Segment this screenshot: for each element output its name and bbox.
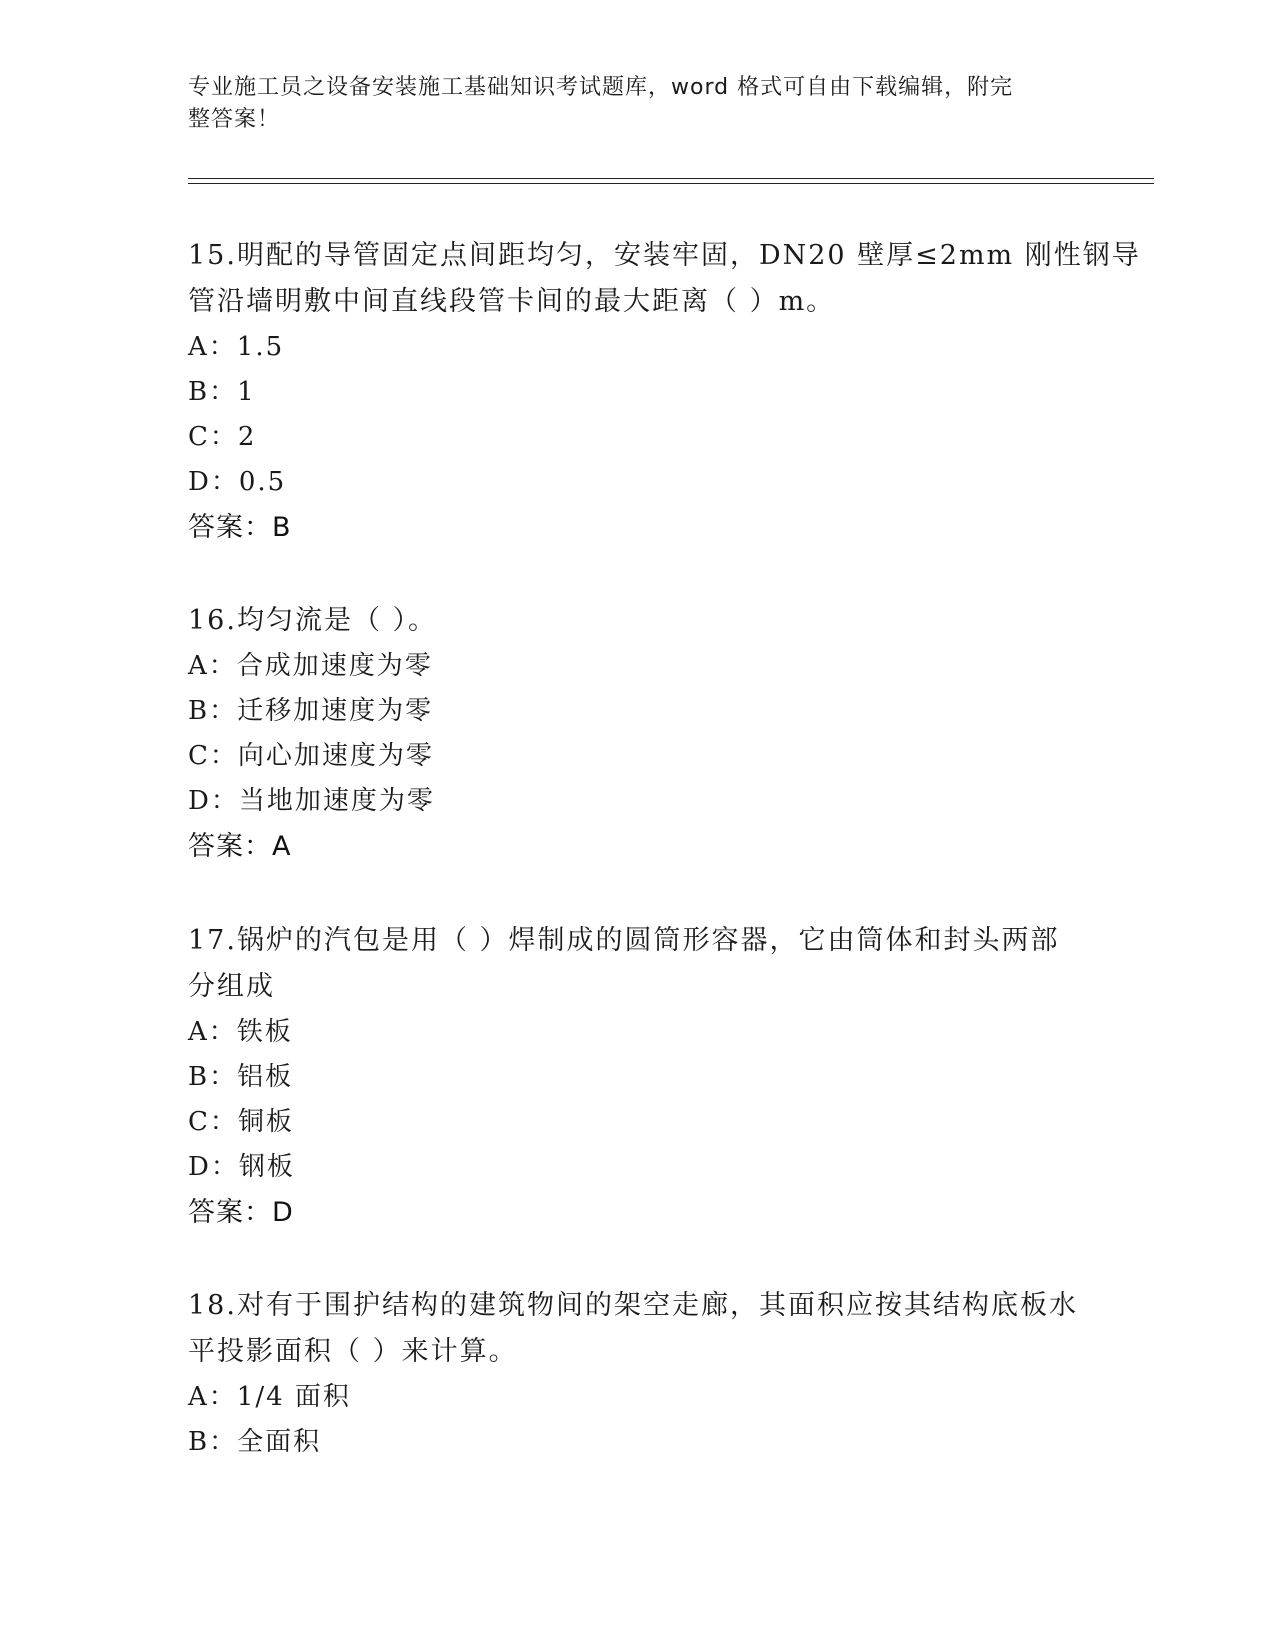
question-text: 17.锅炉的汽包是用（ ）焊制成的圆筒形容器，它由筒体和封头两部	[188, 925, 1060, 956]
option-a: A：1/4 面积	[188, 1382, 351, 1412]
question-18	[188, 1283, 1088, 1465]
header-divider-bottom	[188, 183, 1154, 184]
header-line-2: 整答案！	[188, 107, 281, 132]
option-a: A：铁板	[188, 1017, 293, 1047]
question-text: 管沿墙明敷中间直线段管卡间的最大距离（ ）m。	[188, 286, 836, 317]
option-c: C：2	[188, 422, 257, 452]
question-text: 15.明配的导管固定点间距均匀，安装牢固，DN20 壁厚≤2mm 刚性钢导	[188, 240, 1141, 271]
option-d: D：钢板	[188, 1152, 295, 1182]
option-a: A：合成加速度为零	[188, 651, 433, 681]
option-d: D：0.5	[188, 467, 287, 497]
question-text: 分组成	[188, 971, 275, 1002]
option-a: A：1.5	[188, 332, 285, 362]
question-15	[188, 233, 1141, 551]
option-c: C：向心加速度为零	[188, 741, 434, 771]
option-d: D：当地加速度为零	[188, 786, 435, 816]
option-b: B：全面积	[188, 1427, 322, 1457]
option-b: B：迁移加速度为零	[188, 696, 434, 726]
answer-text: 答案：A	[188, 831, 292, 862]
question-17	[188, 918, 1088, 1236]
option-c: C：铜板	[188, 1107, 294, 1137]
option-b: B：铝板	[188, 1062, 294, 1092]
option-b: B：1	[188, 377, 256, 407]
question-text: 平投影面积（ ）来计算。	[188, 1336, 518, 1367]
answer-text: 答案：D	[188, 1197, 294, 1228]
header-divider-top	[188, 178, 1154, 179]
question-16	[188, 598, 1088, 870]
answer-text: 答案：B	[188, 512, 292, 543]
question-text: 16.均匀流是（ ）。	[188, 605, 438, 636]
question-text: 18.对有于围护结构的建筑物间的架空走廊，其面积应按其结构底板水	[188, 1290, 1078, 1321]
document-header	[188, 72, 1088, 136]
header-line-1: 专业施工员之设备安装施工基础知识考试题库，word 格式可自由下载编辑，附完	[188, 75, 1014, 100]
